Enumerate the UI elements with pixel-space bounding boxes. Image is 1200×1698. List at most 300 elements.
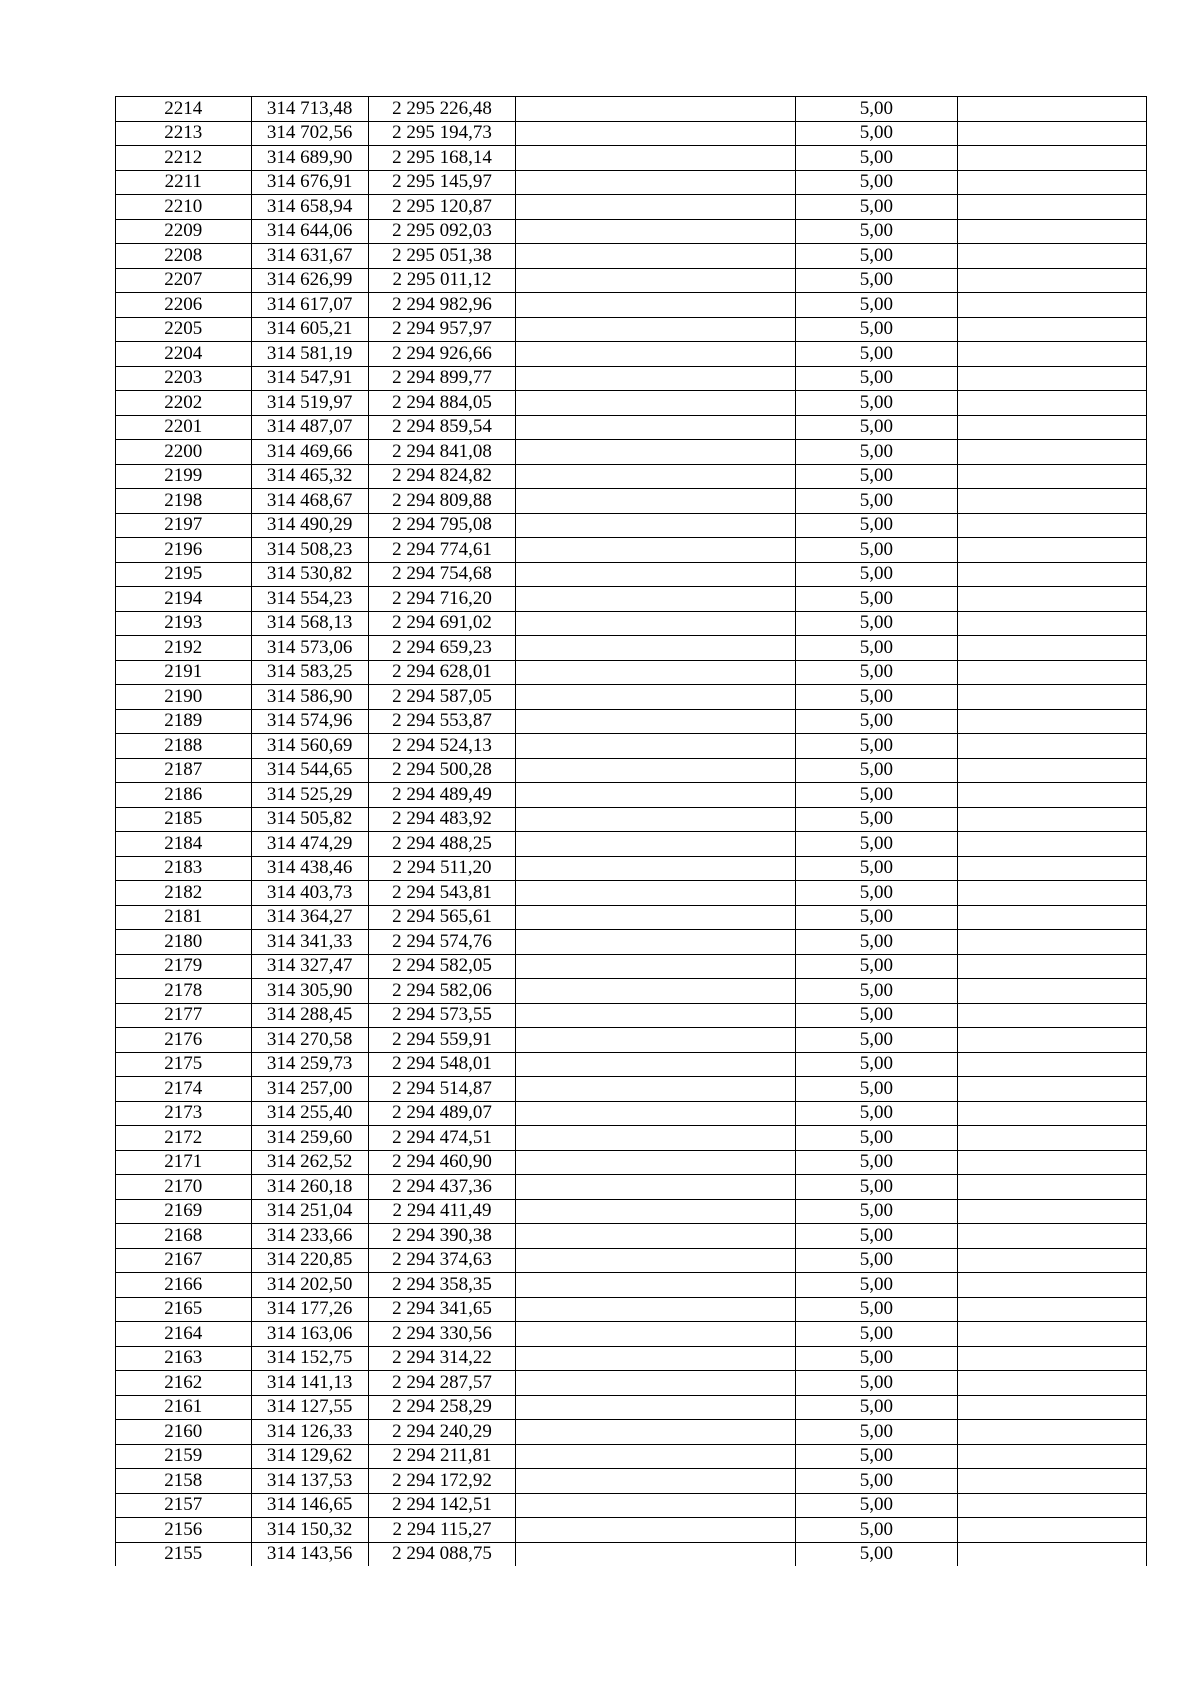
- note-cell: [958, 881, 1147, 906]
- x-coordinate-cell: 314 150,32: [251, 1518, 368, 1543]
- x-coordinate-cell: 314 544,65: [251, 758, 368, 783]
- y-coordinate-cell: 2 294 582,05: [368, 954, 516, 979]
- x-coordinate-cell: 314 631,67: [251, 244, 368, 269]
- note-cell: [958, 734, 1147, 759]
- point-number-cell: 2214: [116, 97, 252, 122]
- value-cell: 5,00: [795, 807, 957, 832]
- coordinates-table: [115, 96, 1147, 1566]
- table-row: [116, 293, 1147, 318]
- table-row: [116, 1518, 1147, 1543]
- table-row: [116, 440, 1147, 465]
- note-cell: [958, 513, 1147, 538]
- point-number-cell: 2190: [116, 685, 252, 710]
- note-cell: [958, 685, 1147, 710]
- empty-cell: [516, 807, 795, 832]
- table-row: [116, 660, 1147, 685]
- x-coordinate-cell: 314 251,04: [251, 1199, 368, 1224]
- y-coordinate-cell: 2 294 115,27: [368, 1518, 516, 1543]
- y-coordinate-cell: 2 294 411,49: [368, 1199, 516, 1224]
- value-cell: 5,00: [795, 317, 957, 342]
- table-row: [116, 366, 1147, 391]
- empty-cell: [516, 1371, 795, 1396]
- y-coordinate-cell: 2 294 341,65: [368, 1297, 516, 1322]
- y-coordinate-cell: 2 294 474,51: [368, 1126, 516, 1151]
- table-row: [116, 1322, 1147, 1347]
- empty-cell: [516, 758, 795, 783]
- point-number-cell: 2201: [116, 415, 252, 440]
- x-coordinate-cell: 314 581,19: [251, 342, 368, 367]
- y-coordinate-cell: 2 294 358,35: [368, 1273, 516, 1298]
- note-cell: [958, 1420, 1147, 1445]
- point-number-cell: 2186: [116, 783, 252, 808]
- value-cell: 5,00: [795, 1248, 957, 1273]
- table-row: [116, 244, 1147, 269]
- table-row: [116, 905, 1147, 930]
- note-cell: [958, 1052, 1147, 1077]
- point-number-cell: 2162: [116, 1371, 252, 1396]
- y-coordinate-cell: 2 294 514,87: [368, 1077, 516, 1102]
- x-coordinate-cell: 314 508,23: [251, 538, 368, 563]
- value-cell: 5,00: [795, 1395, 957, 1420]
- value-cell: 5,00: [795, 244, 957, 269]
- value-cell: 5,00: [795, 660, 957, 685]
- value-cell: 5,00: [795, 783, 957, 808]
- x-coordinate-cell: 314 568,13: [251, 611, 368, 636]
- point-number-cell: 2185: [116, 807, 252, 832]
- point-number-cell: 2192: [116, 636, 252, 661]
- empty-cell: [516, 734, 795, 759]
- y-coordinate-cell: 2 294 795,08: [368, 513, 516, 538]
- empty-cell: [516, 538, 795, 563]
- y-coordinate-cell: 2 294 330,56: [368, 1322, 516, 1347]
- value-cell: 5,00: [795, 832, 957, 857]
- y-coordinate-cell: 2 295 226,48: [368, 97, 516, 122]
- note-cell: [958, 856, 1147, 881]
- y-coordinate-cell: 2 294 884,05: [368, 391, 516, 416]
- table-row: [116, 1273, 1147, 1298]
- empty-cell: [516, 832, 795, 857]
- x-coordinate-cell: 314 137,53: [251, 1469, 368, 1494]
- table-row: [116, 758, 1147, 783]
- empty-cell: [516, 930, 795, 955]
- empty-cell: [516, 1346, 795, 1371]
- note-cell: [958, 464, 1147, 489]
- note-cell: [958, 268, 1147, 293]
- table-row: [116, 979, 1147, 1004]
- y-coordinate-cell: 2 294 287,57: [368, 1371, 516, 1396]
- empty-cell: [516, 415, 795, 440]
- value-cell: 5,00: [795, 1028, 957, 1053]
- value-cell: 5,00: [795, 562, 957, 587]
- y-coordinate-cell: 2 294 483,92: [368, 807, 516, 832]
- value-cell: 5,00: [795, 146, 957, 171]
- y-coordinate-cell: 2 294 957,97: [368, 317, 516, 342]
- value-cell: 5,00: [795, 440, 957, 465]
- point-number-cell: 2198: [116, 489, 252, 514]
- note-cell: [958, 1101, 1147, 1126]
- note-cell: [958, 97, 1147, 122]
- empty-cell: [516, 366, 795, 391]
- point-number-cell: 2161: [116, 1395, 252, 1420]
- y-coordinate-cell: 2 294 573,55: [368, 1003, 516, 1028]
- empty-cell: [516, 97, 795, 122]
- empty-cell: [516, 1444, 795, 1469]
- value-cell: 5,00: [795, 1469, 957, 1494]
- empty-cell: [516, 293, 795, 318]
- point-number-cell: 2168: [116, 1224, 252, 1249]
- empty-cell: [516, 440, 795, 465]
- x-coordinate-cell: 314 702,56: [251, 121, 368, 146]
- value-cell: 5,00: [795, 881, 957, 906]
- empty-cell: [516, 1150, 795, 1175]
- point-number-cell: 2160: [116, 1420, 252, 1445]
- x-coordinate-cell: 314 547,91: [251, 366, 368, 391]
- table-row: [116, 1077, 1147, 1102]
- y-coordinate-cell: 2 294 859,54: [368, 415, 516, 440]
- y-coordinate-cell: 2 294 841,08: [368, 440, 516, 465]
- x-coordinate-cell: 314 364,27: [251, 905, 368, 930]
- note-cell: [958, 146, 1147, 171]
- note-cell: [958, 1469, 1147, 1494]
- value-cell: 5,00: [795, 1542, 957, 1566]
- point-number-cell: 2174: [116, 1077, 252, 1102]
- empty-cell: [516, 611, 795, 636]
- x-coordinate-cell: 314 341,33: [251, 930, 368, 955]
- table-row: [116, 1224, 1147, 1249]
- x-coordinate-cell: 314 554,23: [251, 587, 368, 612]
- x-coordinate-cell: 314 490,29: [251, 513, 368, 538]
- value-cell: 5,00: [795, 734, 957, 759]
- x-coordinate-cell: 314 127,55: [251, 1395, 368, 1420]
- x-coordinate-cell: 314 143,56: [251, 1542, 368, 1566]
- table-row: [116, 783, 1147, 808]
- value-cell: 5,00: [795, 97, 957, 122]
- note-cell: [958, 660, 1147, 685]
- empty-cell: [516, 1518, 795, 1543]
- value-cell: 5,00: [795, 1444, 957, 1469]
- point-number-cell: 2209: [116, 219, 252, 244]
- value-cell: 5,00: [795, 342, 957, 367]
- note-cell: [958, 1003, 1147, 1028]
- x-coordinate-cell: 314 474,29: [251, 832, 368, 857]
- table-row: [116, 881, 1147, 906]
- empty-cell: [516, 1493, 795, 1518]
- note-cell: [958, 195, 1147, 220]
- value-cell: 5,00: [795, 905, 957, 930]
- note-cell: [958, 170, 1147, 195]
- empty-cell: [516, 856, 795, 881]
- y-coordinate-cell: 2 294 374,63: [368, 1248, 516, 1273]
- y-coordinate-cell: 2 294 172,92: [368, 1469, 516, 1494]
- note-cell: [958, 489, 1147, 514]
- value-cell: 5,00: [795, 170, 957, 195]
- empty-cell: [516, 1077, 795, 1102]
- point-number-cell: 2172: [116, 1126, 252, 1151]
- table-row: [116, 219, 1147, 244]
- x-coordinate-cell: 314 126,33: [251, 1420, 368, 1445]
- empty-cell: [516, 1322, 795, 1347]
- x-coordinate-cell: 314 469,66: [251, 440, 368, 465]
- note-cell: [958, 807, 1147, 832]
- y-coordinate-cell: 2 294 587,05: [368, 685, 516, 710]
- x-coordinate-cell: 314 220,85: [251, 1248, 368, 1273]
- table-row: [116, 930, 1147, 955]
- table-row: [116, 1395, 1147, 1420]
- table-row: [116, 121, 1147, 146]
- note-cell: [958, 1126, 1147, 1151]
- note-cell: [958, 709, 1147, 734]
- y-coordinate-cell: 2 294 511,20: [368, 856, 516, 881]
- note-cell: [958, 1248, 1147, 1273]
- x-coordinate-cell: 314 487,07: [251, 415, 368, 440]
- y-coordinate-cell: 2 294 559,91: [368, 1028, 516, 1053]
- note-cell: [958, 1518, 1147, 1543]
- empty-cell: [516, 660, 795, 685]
- table-row: [116, 489, 1147, 514]
- empty-cell: [516, 195, 795, 220]
- x-coordinate-cell: 314 270,58: [251, 1028, 368, 1053]
- point-number-cell: 2211: [116, 170, 252, 195]
- y-coordinate-cell: 2 294 258,29: [368, 1395, 516, 1420]
- point-number-cell: 2165: [116, 1297, 252, 1322]
- point-number-cell: 2167: [116, 1248, 252, 1273]
- table-row: [116, 1469, 1147, 1494]
- x-coordinate-cell: 314 259,60: [251, 1126, 368, 1151]
- note-cell: [958, 562, 1147, 587]
- y-coordinate-cell: 2 294 982,96: [368, 293, 516, 318]
- table-row: [116, 1542, 1147, 1566]
- point-number-cell: 2207: [116, 268, 252, 293]
- note-cell: [958, 1297, 1147, 1322]
- y-coordinate-cell: 2 294 691,02: [368, 611, 516, 636]
- x-coordinate-cell: 314 146,65: [251, 1493, 368, 1518]
- point-number-cell: 2212: [116, 146, 252, 171]
- x-coordinate-cell: 314 129,62: [251, 1444, 368, 1469]
- empty-cell: [516, 881, 795, 906]
- empty-cell: [516, 244, 795, 269]
- value-cell: 5,00: [795, 391, 957, 416]
- value-cell: 5,00: [795, 1003, 957, 1028]
- point-number-cell: 2188: [116, 734, 252, 759]
- note-cell: [958, 1542, 1147, 1566]
- point-number-cell: 2206: [116, 293, 252, 318]
- empty-cell: [516, 146, 795, 171]
- value-cell: 5,00: [795, 1322, 957, 1347]
- note-cell: [958, 440, 1147, 465]
- value-cell: 5,00: [795, 709, 957, 734]
- point-number-cell: 2210: [116, 195, 252, 220]
- empty-cell: [516, 562, 795, 587]
- point-number-cell: 2170: [116, 1175, 252, 1200]
- value-cell: 5,00: [795, 611, 957, 636]
- empty-cell: [516, 391, 795, 416]
- x-coordinate-cell: 314 233,66: [251, 1224, 368, 1249]
- table-row: [116, 268, 1147, 293]
- y-coordinate-cell: 2 295 092,03: [368, 219, 516, 244]
- table-row: [116, 464, 1147, 489]
- empty-cell: [516, 1420, 795, 1445]
- table-row: [116, 1101, 1147, 1126]
- value-cell: 5,00: [795, 685, 957, 710]
- value-cell: 5,00: [795, 758, 957, 783]
- note-cell: [958, 1346, 1147, 1371]
- y-coordinate-cell: 2 294 659,23: [368, 636, 516, 661]
- x-coordinate-cell: 314 583,25: [251, 660, 368, 685]
- x-coordinate-cell: 314 573,06: [251, 636, 368, 661]
- table-row: [116, 807, 1147, 832]
- value-cell: 5,00: [795, 636, 957, 661]
- table-row: [116, 513, 1147, 538]
- y-coordinate-cell: 2 294 437,36: [368, 1175, 516, 1200]
- y-coordinate-cell: 2 294 314,22: [368, 1346, 516, 1371]
- value-cell: 5,00: [795, 121, 957, 146]
- empty-cell: [516, 685, 795, 710]
- coordinates-table-body: [116, 97, 1147, 1567]
- note-cell: [958, 1224, 1147, 1249]
- table-row: [116, 1297, 1147, 1322]
- table-row: [116, 1028, 1147, 1053]
- y-coordinate-cell: 2 294 460,90: [368, 1150, 516, 1175]
- point-number-cell: 2205: [116, 317, 252, 342]
- point-number-cell: 2195: [116, 562, 252, 587]
- x-coordinate-cell: 314 574,96: [251, 709, 368, 734]
- x-coordinate-cell: 314 163,06: [251, 1322, 368, 1347]
- point-number-cell: 2175: [116, 1052, 252, 1077]
- empty-cell: [516, 954, 795, 979]
- table-row: [116, 170, 1147, 195]
- y-coordinate-cell: 2 294 628,01: [368, 660, 516, 685]
- y-coordinate-cell: 2 294 754,68: [368, 562, 516, 587]
- empty-cell: [516, 587, 795, 612]
- empty-cell: [516, 1028, 795, 1053]
- empty-cell: [516, 1175, 795, 1200]
- y-coordinate-cell: 2 295 194,73: [368, 121, 516, 146]
- y-coordinate-cell: 2 294 809,88: [368, 489, 516, 514]
- point-number-cell: 2156: [116, 1518, 252, 1543]
- table-row: [116, 1346, 1147, 1371]
- point-number-cell: 2180: [116, 930, 252, 955]
- empty-cell: [516, 1273, 795, 1298]
- table-row: [116, 709, 1147, 734]
- value-cell: 5,00: [795, 1297, 957, 1322]
- empty-cell: [516, 1224, 795, 1249]
- y-coordinate-cell: 2 294 489,07: [368, 1101, 516, 1126]
- note-cell: [958, 121, 1147, 146]
- y-coordinate-cell: 2 294 524,13: [368, 734, 516, 759]
- value-cell: 5,00: [795, 1371, 957, 1396]
- point-number-cell: 2171: [116, 1150, 252, 1175]
- table-row: [116, 317, 1147, 342]
- y-coordinate-cell: 2 294 543,81: [368, 881, 516, 906]
- x-coordinate-cell: 314 713,48: [251, 97, 368, 122]
- y-coordinate-cell: 2 294 500,28: [368, 758, 516, 783]
- point-number-cell: 2181: [116, 905, 252, 930]
- empty-cell: [516, 464, 795, 489]
- x-coordinate-cell: 314 438,46: [251, 856, 368, 881]
- note-cell: [958, 979, 1147, 1004]
- table-row: [116, 954, 1147, 979]
- value-cell: 5,00: [795, 464, 957, 489]
- y-coordinate-cell: 2 295 051,38: [368, 244, 516, 269]
- point-number-cell: 2155: [116, 1542, 252, 1566]
- x-coordinate-cell: 314 689,90: [251, 146, 368, 171]
- note-cell: [958, 1273, 1147, 1298]
- empty-cell: [516, 121, 795, 146]
- point-number-cell: 2208: [116, 244, 252, 269]
- note-cell: [958, 587, 1147, 612]
- x-coordinate-cell: 314 262,52: [251, 1150, 368, 1175]
- y-coordinate-cell: 2 294 489,49: [368, 783, 516, 808]
- note-cell: [958, 1150, 1147, 1175]
- empty-cell: [516, 709, 795, 734]
- x-coordinate-cell: 314 519,97: [251, 391, 368, 416]
- y-coordinate-cell: 2 294 488,25: [368, 832, 516, 857]
- x-coordinate-cell: 314 505,82: [251, 807, 368, 832]
- table-row: [116, 342, 1147, 367]
- value-cell: 5,00: [795, 268, 957, 293]
- x-coordinate-cell: 314 177,26: [251, 1297, 368, 1322]
- point-number-cell: 2191: [116, 660, 252, 685]
- value-cell: 5,00: [795, 1199, 957, 1224]
- point-number-cell: 2178: [116, 979, 252, 1004]
- y-coordinate-cell: 2 294 390,38: [368, 1224, 516, 1249]
- value-cell: 5,00: [795, 415, 957, 440]
- empty-cell: [516, 317, 795, 342]
- y-coordinate-cell: 2 295 168,14: [368, 146, 516, 171]
- value-cell: 5,00: [795, 293, 957, 318]
- table-row: [116, 1493, 1147, 1518]
- y-coordinate-cell: 2 294 240,29: [368, 1420, 516, 1445]
- table-row: [116, 1175, 1147, 1200]
- note-cell: [958, 1395, 1147, 1420]
- note-cell: [958, 1199, 1147, 1224]
- value-cell: 5,00: [795, 366, 957, 391]
- note-cell: [958, 832, 1147, 857]
- x-coordinate-cell: 314 260,18: [251, 1175, 368, 1200]
- table-row: [116, 1150, 1147, 1175]
- note-cell: [958, 930, 1147, 955]
- y-coordinate-cell: 2 294 926,66: [368, 342, 516, 367]
- value-cell: 5,00: [795, 1518, 957, 1543]
- y-coordinate-cell: 2 294 574,76: [368, 930, 516, 955]
- empty-cell: [516, 513, 795, 538]
- point-number-cell: 2163: [116, 1346, 252, 1371]
- note-cell: [958, 415, 1147, 440]
- x-coordinate-cell: 314 530,82: [251, 562, 368, 587]
- empty-cell: [516, 1101, 795, 1126]
- x-coordinate-cell: 314 257,00: [251, 1077, 368, 1102]
- table-row: [116, 1003, 1147, 1028]
- table-row: [116, 97, 1147, 122]
- x-coordinate-cell: 314 305,90: [251, 979, 368, 1004]
- note-cell: [958, 954, 1147, 979]
- empty-cell: [516, 783, 795, 808]
- empty-cell: [516, 1003, 795, 1028]
- table-row: [116, 856, 1147, 881]
- y-coordinate-cell: 2 294 142,51: [368, 1493, 516, 1518]
- note-cell: [958, 391, 1147, 416]
- note-cell: [958, 905, 1147, 930]
- point-number-cell: 2164: [116, 1322, 252, 1347]
- table-row: [116, 538, 1147, 563]
- x-coordinate-cell: 314 644,06: [251, 219, 368, 244]
- point-number-cell: 2189: [116, 709, 252, 734]
- point-number-cell: 2196: [116, 538, 252, 563]
- value-cell: 5,00: [795, 1493, 957, 1518]
- table-row: [116, 562, 1147, 587]
- point-number-cell: 2183: [116, 856, 252, 881]
- point-number-cell: 2203: [116, 366, 252, 391]
